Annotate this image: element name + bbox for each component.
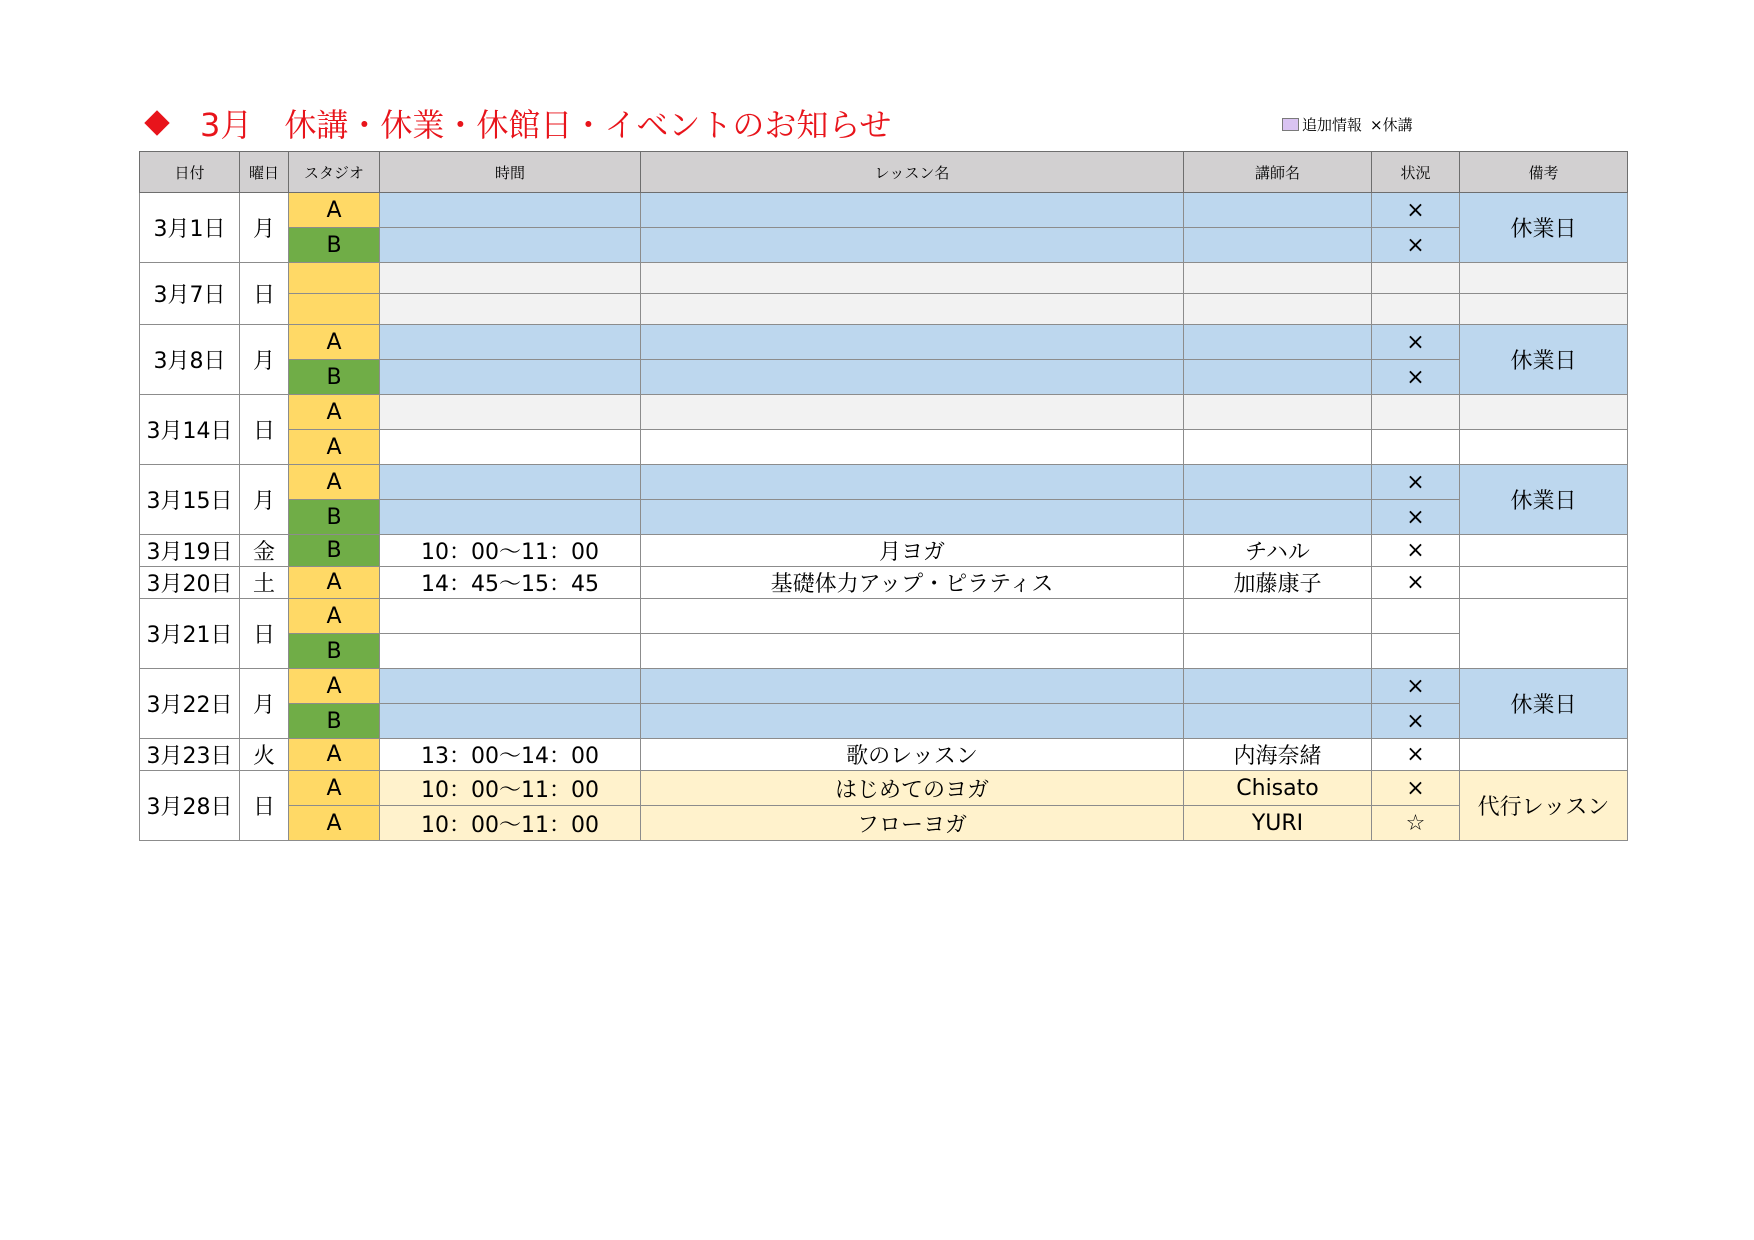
lesson-cell (641, 430, 1184, 465)
note-cell: 休業日 (1460, 325, 1628, 395)
lesson-cell (641, 500, 1184, 535)
time-cell (380, 263, 641, 294)
lesson-cell (641, 599, 1184, 634)
legend-x-label: ×休講 (1370, 116, 1413, 134)
status-cell: × (1372, 325, 1460, 360)
day-cell: 土 (240, 567, 289, 599)
studio-cell: B (289, 634, 380, 669)
time-cell (380, 669, 641, 704)
status-cell: × (1372, 739, 1460, 771)
table-row (140, 228, 1628, 263)
lesson-cell (641, 669, 1184, 704)
studio-cell: A (289, 567, 380, 599)
table-row (140, 294, 1628, 325)
studio-cell: B (289, 360, 380, 395)
date-cell: 3月23日 (140, 739, 240, 771)
header-date: 日付 (140, 152, 240, 193)
lesson-cell (641, 360, 1184, 395)
note-cell (1460, 263, 1628, 294)
date-cell: 3月28日 (140, 771, 240, 841)
header-note: 備考 (1460, 152, 1628, 193)
note-cell: 代行レッスン (1460, 771, 1628, 841)
teacher-cell (1184, 395, 1372, 430)
date-cell: 3月8日 (140, 325, 240, 395)
status-cell: × (1372, 771, 1460, 806)
lesson-cell (641, 193, 1184, 228)
legend-swatch (1282, 118, 1299, 131)
teacher-cell (1184, 669, 1372, 704)
status-cell (1372, 634, 1460, 669)
time-cell (380, 704, 641, 739)
teacher-cell (1184, 430, 1372, 465)
time-cell (380, 430, 641, 465)
table-row (140, 704, 1628, 739)
table-row (140, 263, 1628, 294)
studio-cell: A (289, 669, 380, 704)
studio-cell (289, 263, 380, 294)
date-cell: 3月1日 (140, 193, 240, 263)
teacher-cell (1184, 325, 1372, 360)
lesson-cell: はじめてのヨガ (641, 771, 1184, 806)
status-cell: × (1372, 193, 1460, 228)
day-cell: 日 (240, 771, 289, 841)
note-cell (1460, 599, 1628, 669)
header-studio: スタジオ (289, 152, 380, 193)
legend (1282, 115, 1413, 135)
header-teacher: 講師名 (1184, 152, 1372, 193)
lesson-cell: 基礎体力アップ・ピラティス (641, 567, 1184, 599)
lesson-cell (641, 294, 1184, 325)
date-cell: 3月20日 (140, 567, 240, 599)
studio-cell: B (289, 228, 380, 263)
time-cell (380, 634, 641, 669)
studio-cell: B (289, 500, 380, 535)
table-row (140, 535, 1628, 567)
studio-cell (289, 294, 380, 325)
teacher-cell: 加藤康子 (1184, 567, 1372, 599)
time-cell (380, 500, 641, 535)
note-cell (1460, 430, 1628, 465)
diamond-icon (144, 110, 169, 135)
note-cell (1460, 294, 1628, 325)
lesson-cell: 歌のレッスン (641, 739, 1184, 771)
status-cell: × (1372, 465, 1460, 500)
teacher-cell (1184, 360, 1372, 395)
table-row (140, 395, 1628, 430)
day-cell: 月 (240, 465, 289, 535)
day-cell: 日 (240, 395, 289, 465)
header-time: 時間 (380, 152, 641, 193)
time-cell: 14：45～15：45 (380, 567, 641, 599)
studio-cell: B (289, 704, 380, 739)
header-lesson: レッスン名 (641, 152, 1184, 193)
studio-cell: A (289, 193, 380, 228)
time-cell (380, 395, 641, 430)
date-cell: 3月22日 (140, 669, 240, 739)
time-cell (380, 465, 641, 500)
teacher-cell (1184, 193, 1372, 228)
day-cell: 月 (240, 669, 289, 739)
teacher-cell (1184, 599, 1372, 634)
time-cell: 10：00～11：00 (380, 806, 641, 841)
table-row (140, 739, 1628, 771)
teacher-cell: 内海奈緒 (1184, 739, 1372, 771)
date-cell: 3月21日 (140, 599, 240, 669)
day-cell: 日 (240, 599, 289, 669)
date-cell: 3月15日 (140, 465, 240, 535)
status-cell (1372, 263, 1460, 294)
time-cell (380, 193, 641, 228)
lesson-cell (641, 263, 1184, 294)
studio-cell: A (289, 395, 380, 430)
table-row (140, 771, 1628, 806)
day-cell: 月 (240, 193, 289, 263)
teacher-cell: チハル (1184, 535, 1372, 567)
table-row (140, 430, 1628, 465)
time-cell (380, 360, 641, 395)
lesson-cell: 月ヨガ (641, 535, 1184, 567)
table-row (140, 806, 1628, 841)
status-cell (1372, 430, 1460, 465)
studio-cell: A (289, 465, 380, 500)
time-cell (380, 228, 641, 263)
day-cell: 火 (240, 739, 289, 771)
note-cell (1460, 395, 1628, 430)
status-cell: × (1372, 360, 1460, 395)
note-cell (1460, 535, 1628, 567)
studio-cell: A (289, 325, 380, 360)
lesson-cell (641, 465, 1184, 500)
note-cell: 休業日 (1460, 669, 1628, 739)
day-cell: 日 (240, 263, 289, 325)
teacher-cell (1184, 465, 1372, 500)
status-cell: × (1372, 567, 1460, 599)
table-row (140, 669, 1628, 704)
studio-cell: A (289, 771, 380, 806)
teacher-cell (1184, 634, 1372, 669)
date-cell: 3月7日 (140, 263, 240, 325)
teacher-cell (1184, 263, 1372, 294)
teacher-cell: YURI (1184, 806, 1372, 841)
status-cell (1372, 599, 1460, 634)
table-header-row (140, 152, 1628, 193)
studio-cell: A (289, 430, 380, 465)
lesson-cell (641, 395, 1184, 430)
table-row (140, 567, 1628, 599)
lesson-cell: フローヨガ (641, 806, 1184, 841)
time-cell: 13：00～14：00 (380, 739, 641, 771)
status-cell: × (1372, 704, 1460, 739)
time-cell (380, 325, 641, 360)
time-cell: 10：00～11：00 (380, 771, 641, 806)
teacher-cell (1184, 294, 1372, 325)
studio-cell: B (289, 535, 380, 567)
schedule-table (139, 151, 1628, 841)
table-row (140, 500, 1628, 535)
date-cell: 3月14日 (140, 395, 240, 465)
table-row (140, 360, 1628, 395)
time-cell (380, 294, 641, 325)
status-cell: × (1372, 535, 1460, 567)
status-cell: × (1372, 500, 1460, 535)
table-row (140, 193, 1628, 228)
status-cell: × (1372, 669, 1460, 704)
studio-cell: A (289, 739, 380, 771)
teacher-cell (1184, 228, 1372, 263)
legend-swatch-label: 追加情報 (1302, 116, 1363, 134)
note-cell: 休業日 (1460, 465, 1628, 535)
header-day: 曜日 (240, 152, 289, 193)
lesson-cell (641, 704, 1184, 739)
teacher-cell (1184, 704, 1372, 739)
status-cell (1372, 294, 1460, 325)
table-row (140, 325, 1628, 360)
lesson-cell (641, 634, 1184, 669)
table-row (140, 465, 1628, 500)
teacher-cell (1184, 500, 1372, 535)
status-cell (1372, 395, 1460, 430)
note-cell (1460, 739, 1628, 771)
note-cell: 休業日 (1460, 193, 1628, 263)
note-cell (1460, 567, 1628, 599)
page-title-text: 3月 休講・休業・休館日・イベントのお知らせ (200, 106, 892, 144)
time-cell (380, 599, 641, 634)
studio-cell: A (289, 599, 380, 634)
date-cell: 3月19日 (140, 535, 240, 567)
time-cell: 10：00～11：00 (380, 535, 641, 567)
studio-cell: A (289, 806, 380, 841)
header-status: 状況 (1372, 152, 1460, 193)
lesson-cell (641, 228, 1184, 263)
day-cell: 金 (240, 535, 289, 567)
table-row (140, 599, 1628, 634)
status-cell: × (1372, 228, 1460, 263)
day-cell: 月 (240, 325, 289, 395)
lesson-cell (641, 325, 1184, 360)
teacher-cell: Chisato (1184, 771, 1372, 806)
page-title (148, 100, 891, 150)
table-row (140, 634, 1628, 669)
status-cell: ☆ (1372, 806, 1460, 841)
